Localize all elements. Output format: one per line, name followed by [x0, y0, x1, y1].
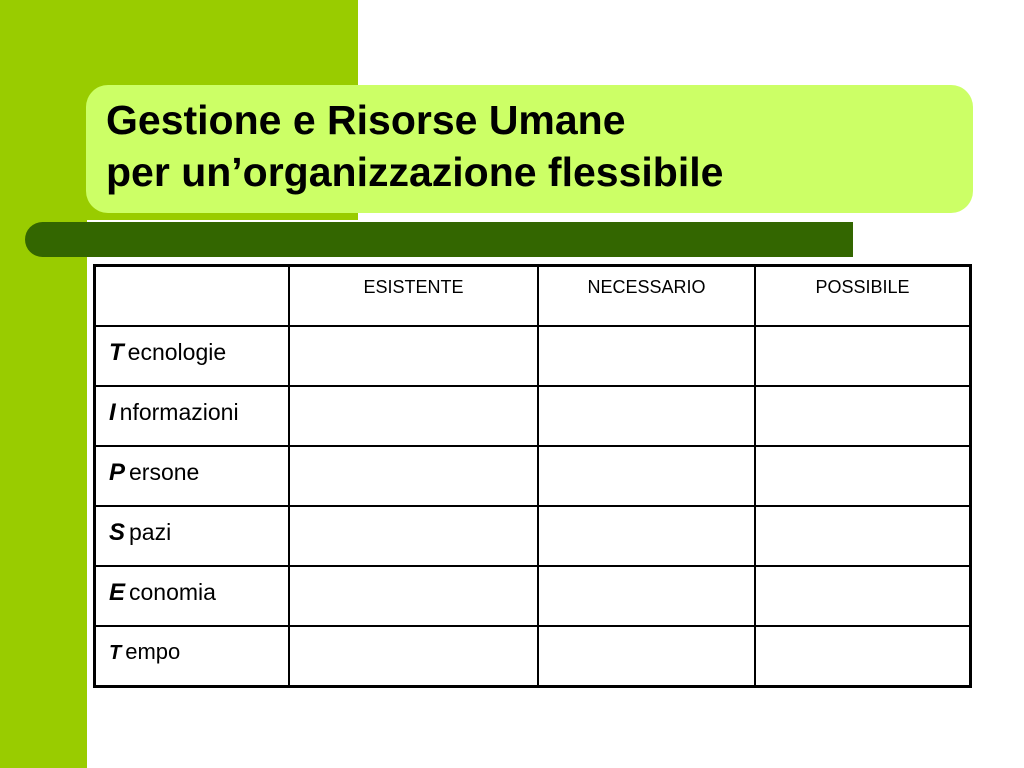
table-row: [95, 326, 971, 386]
table-cell: [755, 386, 971, 446]
slide-title: [106, 94, 723, 198]
row-rest: ecnologie: [127, 339, 227, 365]
table-cell: [755, 566, 971, 626]
table-row: [95, 506, 971, 566]
table-cell: [755, 326, 971, 386]
header-cell-necessario: NECESSARIO: [538, 266, 755, 327]
table-cell: [289, 506, 538, 566]
row-rest: pazi: [129, 519, 172, 545]
row-label-informazioni: [95, 386, 290, 446]
row-initial: E: [109, 579, 126, 606]
row-rest: empo: [125, 639, 181, 664]
header-cell-empty: [95, 266, 290, 327]
table-cell: [755, 506, 971, 566]
table-cell: [289, 626, 538, 687]
row-initial: S: [109, 519, 126, 546]
table-cell: [289, 566, 538, 626]
header-cell-possibile: POSSIBILE: [755, 266, 971, 327]
row-label-tempo: [95, 626, 290, 687]
table-row: [95, 446, 971, 506]
table-row: [95, 626, 971, 687]
row-label-spazi: [95, 506, 290, 566]
row-initial: I: [109, 399, 116, 426]
table-cell: [538, 326, 755, 386]
divider-bar: [25, 222, 853, 257]
table-cell: [538, 506, 755, 566]
table-cell: [289, 386, 538, 446]
table-row: [95, 386, 971, 446]
row-label-persone: [95, 446, 290, 506]
row-initial: T: [109, 642, 122, 664]
row-label-tecnologie: [95, 326, 290, 386]
table-cell: [289, 326, 538, 386]
table-cell: [755, 446, 971, 506]
table-cell: [538, 386, 755, 446]
row-rest: ersone: [129, 459, 200, 485]
slide-title-line-2: per un’organizzazione flessibile: [106, 149, 724, 195]
table-cell: [538, 626, 755, 687]
row-initial: P: [109, 459, 126, 486]
table-cell: [755, 626, 971, 687]
assessment-table: [93, 264, 972, 688]
row-rest: conomia: [129, 579, 216, 605]
row-label-economia: [95, 566, 290, 626]
table-cell: [538, 566, 755, 626]
header-cell-esistente: ESISTENTE: [289, 266, 538, 327]
row-rest: nformazioni: [119, 399, 239, 425]
slide-title-line-1: Gestione e Risorse Umane: [106, 97, 626, 143]
table-row: [95, 566, 971, 626]
table-header-row: [95, 266, 971, 327]
row-initial: T: [109, 339, 124, 366]
table-cell: [538, 446, 755, 506]
table-cell: [289, 446, 538, 506]
